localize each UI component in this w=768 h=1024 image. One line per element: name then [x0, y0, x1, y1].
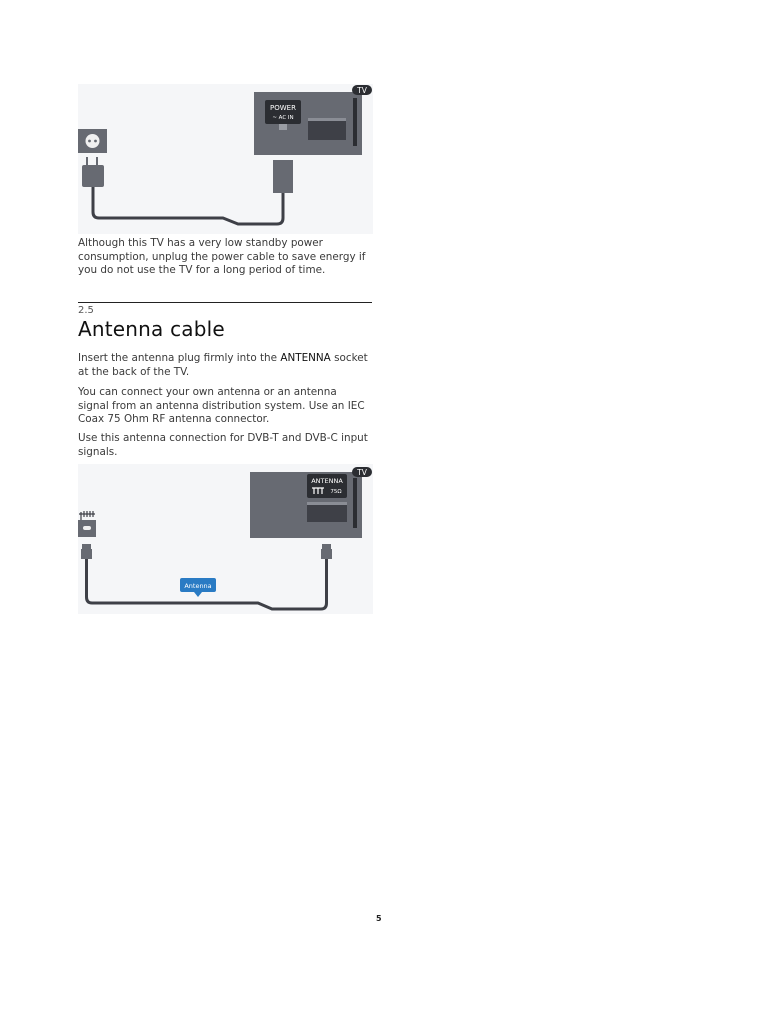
mains-plug: [82, 165, 104, 187]
tv-edge: [353, 478, 357, 528]
power-connection-illustration: [78, 84, 373, 234]
antenna-emphasis: ANTENNA: [280, 352, 331, 364]
plug-pin-right: [96, 157, 98, 165]
plug-pin-left: [86, 157, 88, 165]
wall-socket-face: [86, 134, 100, 148]
insert-text-before: Insert the antenna plug firmly into the: [78, 352, 281, 364]
coax-plug-left-tip: [82, 544, 91, 549]
tv-badge-text: TV: [357, 86, 367, 95]
insert-paragraph: [78, 352, 370, 379]
standby-paragraph: Although this TV has a very low standby power consumption, unplug the power cable to save energy if you do not use the TV for a long period of time.: [78, 237, 366, 277]
antenna-diagram-svg: [78, 464, 373, 614]
tv-recess-edge: [308, 118, 346, 121]
power-diagram-svg: [78, 84, 373, 234]
section-divider: [78, 302, 372, 303]
antenna-port-label-line2: 75Ω: [330, 489, 342, 495]
power-port-label-line2: ~ AC IN: [272, 115, 294, 121]
power-port-label-line1: POWER: [270, 104, 296, 112]
outlet-socket: [83, 526, 91, 530]
appliance-connector: [273, 160, 293, 193]
antenna-symbol-icon: [312, 488, 324, 494]
coax-plug-right-tip: [322, 544, 331, 549]
use-paragraph: Use this antenna connection for DVB-T and DVB-C input signals.: [78, 432, 368, 458]
section-number: 2.5: [78, 305, 94, 316]
section-title: Antenna cable: [78, 317, 225, 341]
wall-socket-hole-right: [94, 140, 97, 143]
connect-paragraph: You can connect your own antenna or an antenna signal from an antenna distribution system. Use an IEC Coax 75 Ohm RF antenna connector.: [78, 386, 365, 426]
coax-plug-left: [81, 549, 92, 559]
tv-recess: [308, 118, 346, 140]
insert-text-after: socket at the back of the TV.: [78, 352, 368, 378]
tv-recess-edge: [307, 502, 347, 505]
wall-socket-hole-left: [88, 140, 91, 143]
power-socket: [279, 124, 287, 130]
cable-label-text: Antenna: [184, 582, 212, 590]
coax-plug-right: [321, 549, 332, 559]
tv-badge-text: TV: [357, 468, 367, 477]
page-number: 5: [376, 914, 382, 923]
tv-edge: [353, 98, 357, 146]
antenna-connection-illustration: [78, 464, 373, 614]
antenna-port-label-line1: ANTENNA: [311, 477, 343, 485]
